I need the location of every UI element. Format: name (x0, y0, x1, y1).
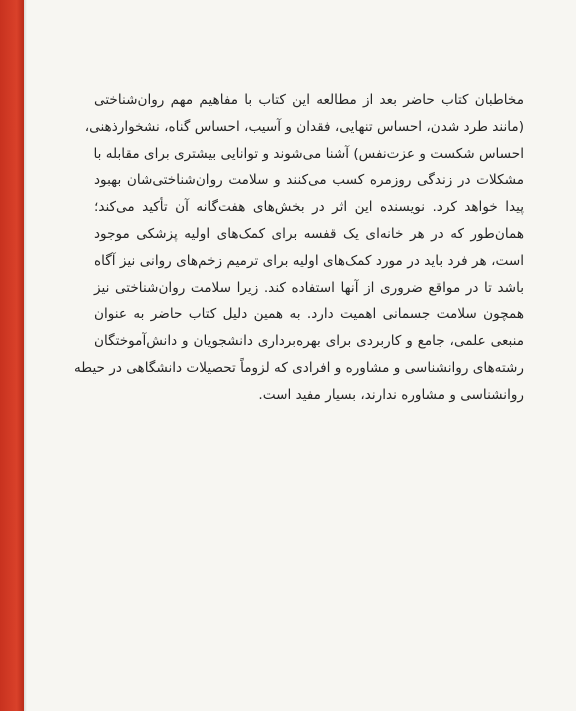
spine-shadow (24, 0, 27, 711)
book-spine-edge (0, 0, 24, 711)
text-line-2: (مانند طرد شدن، احساس تنهایی، فقدان و آسیب، احساس گناه، نشخوارذهنی، (84, 118, 524, 135)
text-line-5: پیدا خواهد کرد. نویسنده این اثر در بخش‌های هفت‌گانه آن تأکید می‌کند؛ (94, 199, 524, 216)
text-line-3: احساس شکست و عزت‌نفس) آشنا می‌شوند و توانایی بیشتری برای مقابله با (93, 145, 524, 162)
text-line-6: همان‌طور که در هر خانه‌ای یک قفسه برای کمک‌های اولیه پزشکی موجود (94, 225, 524, 242)
text-line-4: مشکلات در زندگی روزمره کسب می‌کنند و سلامت روان‌شناختی‌شان بهبود (94, 172, 524, 189)
text-line-9: همچون سلامت جسمانی اهمیت دارد. به همین دلیل کتاب حاضر به عنوان (94, 306, 524, 323)
text-line-11: رشته‌های روانشناسی و مشاوره و افرادی که لزوماً تحصیلات دانشگاهی در حیطه (74, 359, 524, 376)
text-line-10: منبعی علمی، جامع و کاربردی برای بهره‌برداری دانشجویان و دانش‌آموختگان (94, 333, 524, 350)
text-line-1: مخاطبان کتاب حاضر بعد از مطالعه این کتاب با مفاهیم مهم روان‌شناختی (94, 92, 524, 108)
text-line-8: باشد تا در مواقع ضروری از آنها استفاده کند. زیرا سلامت روان‌شناختی نیز (94, 279, 524, 296)
text-line-12: روانشناسی و مشاوره ندارند، بسیار مفید است. (258, 386, 524, 403)
back-cover-paragraph (74, 87, 524, 409)
text-line-7: است، هر فرد باید در مورد کمک‌های اولیه برای ترمیم زخم‌های روانی نیز آگاه (94, 252, 524, 269)
